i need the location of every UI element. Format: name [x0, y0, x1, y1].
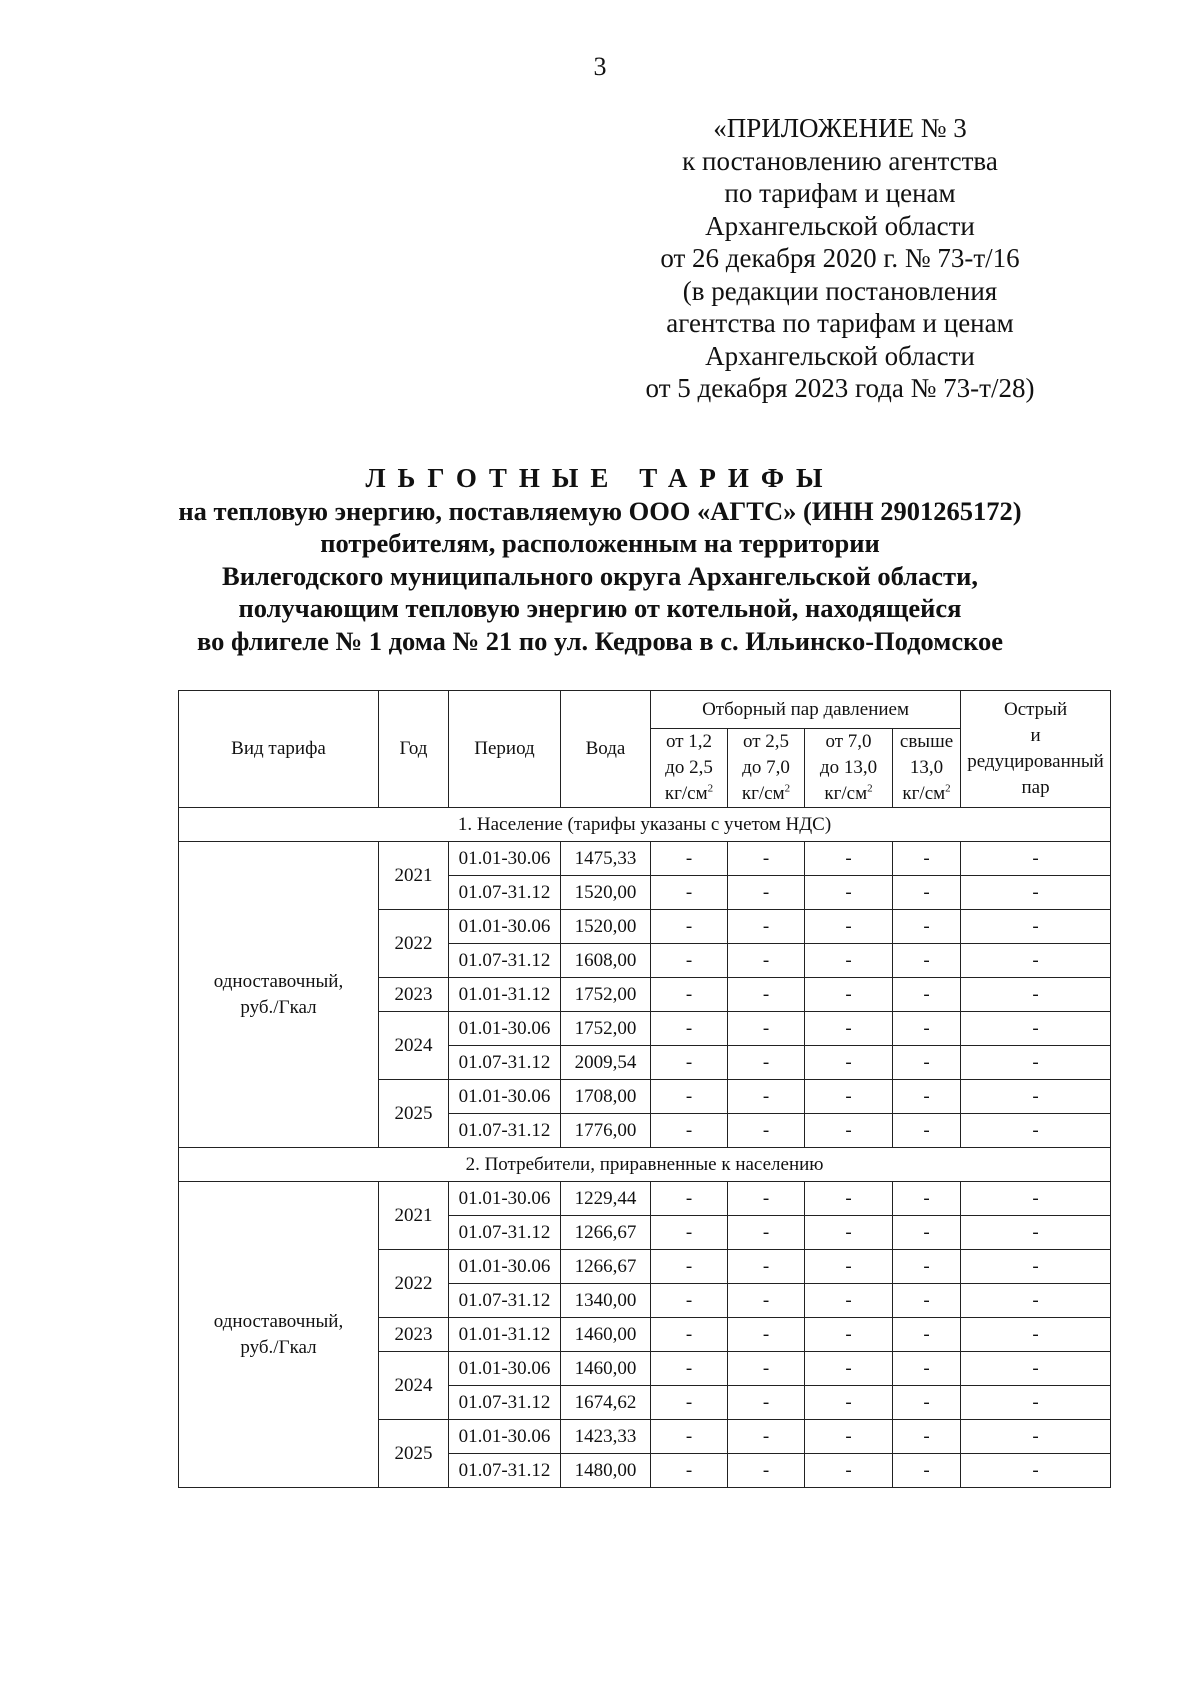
water-cell: 1266,67 [561, 1250, 651, 1284]
steam-cell: - [651, 1216, 728, 1250]
steam-cell: - [961, 1114, 1111, 1148]
steam-col-line: до 7,0 [742, 757, 790, 778]
water-cell: 1480,00 [561, 1454, 651, 1488]
unit-text: кг/см [902, 783, 946, 804]
steam-cell: - [805, 944, 893, 978]
title-line: потребителям, расположенным на территории [320, 528, 880, 558]
steam-cell: - [651, 1284, 728, 1318]
appendix-line: агентства по тарифам и ценам [666, 308, 1014, 338]
period-cell: 01.07-31.12 [449, 1284, 561, 1318]
steam-cell: - [893, 1080, 961, 1114]
steam-cell: - [893, 1284, 961, 1318]
year-cell: 2023 [379, 978, 449, 1012]
steam-cell: - [893, 1046, 961, 1080]
steam-cell: - [805, 876, 893, 910]
appendix-line: «ПРИЛОЖЕНИЕ № 3 [713, 113, 967, 143]
steam-cell: - [728, 876, 805, 910]
steam-cell: - [805, 1386, 893, 1420]
header-steam-col [893, 729, 961, 808]
water-cell: 1475,33 [561, 842, 651, 876]
steam-cell: - [651, 1318, 728, 1352]
tariff-kind-line: одноставочный, [213, 970, 344, 992]
water-cell: 1520,00 [561, 876, 651, 910]
title-line: во флигеле № 1 дома № 21 по ул. Кедрова в с. Ильинско-Подомское [196, 625, 1004, 656]
header-steam-col [805, 729, 893, 808]
steam-cell: - [728, 1352, 805, 1386]
page-number: 3 [593, 52, 607, 81]
steam-col-line: свыше [899, 731, 954, 752]
steam-cell: - [961, 1420, 1111, 1454]
steam-cell: - [961, 1352, 1111, 1386]
year-cell: 2024 [379, 1012, 449, 1080]
steam-cell: - [651, 1454, 728, 1488]
water-cell: 1674,62 [561, 1386, 651, 1420]
steam-cell: - [728, 1114, 805, 1148]
steam-col-line: до 2,5 [665, 757, 713, 778]
year-cell: 2025 [379, 1420, 449, 1488]
appendix-line: Архангельской области [705, 340, 975, 371]
steam-cell: - [893, 1182, 961, 1216]
title-line: получающим тепловую энергию от котельной, находящейся [238, 593, 962, 623]
header-steam-col [651, 729, 728, 808]
unit-exponent: 2 [707, 782, 714, 795]
steam-cell: - [961, 1012, 1111, 1046]
steam-cell: - [728, 1318, 805, 1352]
steam-cell: - [961, 1250, 1111, 1284]
period-cell: 01.01-30.06 [449, 910, 561, 944]
title-line: Вилегодского муниципального округа Архангельской области, [222, 560, 978, 591]
steam-cell: - [961, 1046, 1111, 1080]
unit-exponent: 2 [945, 782, 951, 795]
period-cell: 01.07-31.12 [449, 1114, 561, 1148]
steam-cell: - [893, 876, 961, 910]
document-title [100, 462, 1100, 657]
steam-cell: - [651, 1250, 728, 1284]
steam-cell: - [651, 842, 728, 876]
tariff-kind [179, 842, 379, 1148]
water-cell: 1460,00 [561, 1352, 651, 1386]
year-cell: 2022 [379, 910, 449, 978]
period-cell: 01.01-31.12 [449, 978, 561, 1012]
period-cell: 01.07-31.12 [449, 944, 561, 978]
steam-cell: - [805, 1080, 893, 1114]
period-cell: 01.07-31.12 [449, 1216, 561, 1250]
steam-cell: - [961, 1318, 1111, 1352]
steam-cell: - [651, 1114, 728, 1148]
steam-cell: - [805, 1420, 893, 1454]
year-cell: 2021 [379, 842, 449, 910]
section-title: 1. Население (тарифы указаны с учетом НДС) [179, 808, 1111, 842]
water-cell: 1460,00 [561, 1318, 651, 1352]
steam-cell: - [728, 1182, 805, 1216]
steam-cell: - [961, 978, 1111, 1012]
appendix-line: (в редакции постановления [682, 275, 998, 306]
period-cell: 01.07-31.12 [449, 1386, 561, 1420]
steam-cell: - [651, 876, 728, 910]
steam-cell: - [728, 1046, 805, 1080]
steam-cell: - [805, 1216, 893, 1250]
steam-cell: - [805, 1250, 893, 1284]
period-cell: 01.01-30.06 [449, 1250, 561, 1284]
steam-cell: - [651, 1420, 728, 1454]
period-cell: 01.01-30.06 [449, 1420, 561, 1454]
steam-col-line: 13,0 [909, 757, 944, 778]
steam-col-line: от 1,2 [665, 731, 713, 752]
steam-cell: - [651, 1080, 728, 1114]
steam-cell: - [805, 1454, 893, 1488]
water-cell: 1340,00 [561, 1284, 651, 1318]
steam-cell: - [893, 1386, 961, 1420]
steam-cell: - [651, 1386, 728, 1420]
steam-cell: - [961, 842, 1111, 876]
section-title: 2. Потребители, приравненные к населению [179, 1148, 1111, 1182]
year-cell: 2024 [379, 1352, 449, 1420]
steam-cell: - [728, 978, 805, 1012]
steam-cell: - [893, 1420, 961, 1454]
steam-cell: - [728, 1386, 805, 1420]
period-cell: 01.01-30.06 [449, 1080, 561, 1114]
period-cell: 01.01-30.06 [449, 1352, 561, 1386]
appendix-line: от 26 декабря 2020 г. № 73-т/16 [660, 243, 1020, 273]
appendix-line: от 5 декабря 2023 года № 73-т/28) [645, 373, 1035, 403]
steam-cell: - [805, 1114, 893, 1148]
steam-cell: - [893, 842, 961, 876]
steam-cell: - [961, 1216, 1111, 1250]
period-cell: 01.01-30.06 [449, 1182, 561, 1216]
steam-cell: - [805, 1318, 893, 1352]
unit-text: кг/см [664, 783, 708, 804]
appendix-line: по тарифам и ценам [724, 178, 956, 208]
header-sharp-steam [961, 691, 1111, 808]
water-cell: 1752,00 [561, 1012, 651, 1046]
unit-text: кг/см [741, 783, 785, 804]
steam-col-unit [732, 781, 800, 807]
header-sharp-line: Острый [1003, 699, 1068, 720]
steam-cell: - [961, 1284, 1111, 1318]
steam-cell: - [651, 1012, 728, 1046]
steam-cell: - [728, 910, 805, 944]
title-line: на тепловую энергию, поставляемую ООО «АГТС» (ИНН 2901265172) [178, 495, 1022, 526]
period-cell: 01.07-31.12 [449, 1454, 561, 1488]
steam-cell: - [728, 1420, 805, 1454]
tariff-kind-line: одноставочный, [213, 1310, 344, 1332]
steam-cell: - [805, 1012, 893, 1046]
header-sharp-line: и [1030, 725, 1041, 746]
steam-cell: - [805, 910, 893, 944]
steam-cell: - [893, 1318, 961, 1352]
period-cell: 01.07-31.12 [449, 876, 561, 910]
unit-exponent: 2 [784, 782, 791, 795]
steam-cell: - [805, 1046, 893, 1080]
water-cell: 1266,67 [561, 1216, 651, 1250]
steam-cell: - [805, 1352, 893, 1386]
steam-cell: - [651, 910, 728, 944]
steam-cell: - [651, 944, 728, 978]
water-cell: 1520,00 [561, 910, 651, 944]
steam-cell: - [961, 910, 1111, 944]
title-main: ЛЬГОТНЫЕ ТАРИФЫ [365, 463, 835, 493]
tariff-kind-line: руб./Гкал [240, 1336, 317, 1358]
water-cell: 1776,00 [561, 1114, 651, 1148]
steam-cell: - [893, 1012, 961, 1046]
steam-cell: - [651, 978, 728, 1012]
steam-cell: - [651, 1182, 728, 1216]
steam-cell: - [651, 1046, 728, 1080]
steam-cell: - [728, 1250, 805, 1284]
water-cell: 2009,54 [561, 1046, 651, 1080]
steam-col-line: от 7,0 [825, 731, 872, 752]
header-sharp-line: редуцированный [967, 751, 1104, 772]
table-row [179, 842, 1111, 876]
tariff-kind-line: руб./Гкал [240, 996, 317, 1018]
header-year: Год [379, 691, 449, 808]
tariff-kind [179, 1182, 379, 1488]
steam-cell: - [961, 876, 1111, 910]
header-water: Вода [561, 691, 651, 808]
section-row [179, 1148, 1111, 1182]
steam-cell: - [651, 1352, 728, 1386]
steam-cell: - [805, 1284, 893, 1318]
steam-cell: - [728, 1284, 805, 1318]
steam-cell: - [961, 1386, 1111, 1420]
steam-cell: - [961, 1182, 1111, 1216]
header-period: Период [449, 691, 561, 808]
water-cell: 1708,00 [561, 1080, 651, 1114]
steam-col-unit [809, 781, 888, 807]
year-cell: 2022 [379, 1250, 449, 1318]
steam-col-line: от 2,5 [742, 731, 790, 752]
steam-cell: - [805, 842, 893, 876]
water-cell: 1423,33 [561, 1420, 651, 1454]
header-kind: Вид тарифа [179, 691, 379, 808]
section-row [179, 808, 1111, 842]
steam-cell: - [805, 978, 893, 1012]
steam-cell: - [728, 1080, 805, 1114]
steam-col-unit [655, 781, 723, 807]
steam-col-line: до 13,0 [819, 757, 878, 778]
header-steam-group: Отборный пар давлением [651, 691, 961, 729]
period-cell: 01.07-31.12 [449, 1046, 561, 1080]
water-cell: 1752,00 [561, 978, 651, 1012]
steam-cell: - [728, 1012, 805, 1046]
water-cell: 1608,00 [561, 944, 651, 978]
steam-cell: - [893, 1454, 961, 1488]
unit-exponent: 2 [867, 782, 873, 795]
steam-cell: - [893, 1250, 961, 1284]
header-steam-col [728, 729, 805, 808]
steam-cell: - [893, 1216, 961, 1250]
water-cell: 1229,44 [561, 1182, 651, 1216]
appendix-line: Архангельской области [705, 210, 975, 241]
steam-cell: - [961, 944, 1111, 978]
steam-cell: - [893, 1114, 961, 1148]
steam-cell: - [728, 1216, 805, 1250]
steam-col-unit [897, 781, 956, 807]
year-cell: 2023 [379, 1318, 449, 1352]
steam-cell: - [893, 1352, 961, 1386]
steam-cell: - [728, 944, 805, 978]
period-cell: 01.01-30.06 [449, 842, 561, 876]
steam-cell: - [893, 944, 961, 978]
table-row [179, 1182, 1111, 1216]
steam-cell: - [961, 1080, 1111, 1114]
steam-cell: - [893, 910, 961, 944]
steam-cell: - [805, 1182, 893, 1216]
steam-cell: - [893, 978, 961, 1012]
appendix-line: к постановлению агентства [682, 145, 998, 176]
year-cell: 2021 [379, 1182, 449, 1250]
tariff-table [178, 690, 1111, 1488]
steam-cell: - [961, 1454, 1111, 1488]
year-cell: 2025 [379, 1080, 449, 1148]
header-sharp-line: пар [1021, 777, 1050, 798]
period-cell: 01.01-31.12 [449, 1318, 561, 1352]
period-cell: 01.01-30.06 [449, 1012, 561, 1046]
steam-cell: - [728, 842, 805, 876]
appendix-heading [600, 112, 1080, 405]
unit-text: кг/см [824, 783, 868, 804]
steam-cell: - [728, 1454, 805, 1488]
